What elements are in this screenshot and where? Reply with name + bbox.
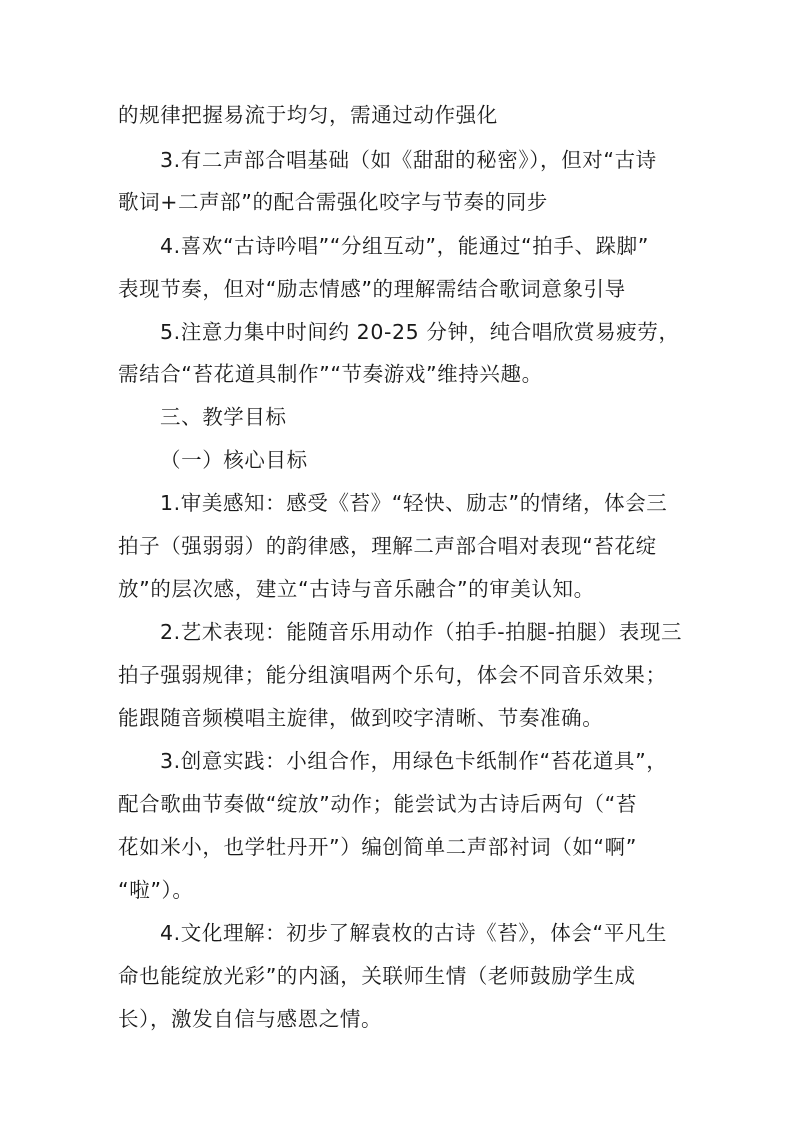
text-line: 花如米小，也学牡丹开”）编创简单二声部衬词（如“啊” — [118, 835, 637, 859]
text-line: 需结合“苔花道具制作”“节奏游戏”维持兴趣。 — [118, 362, 543, 386]
text-line: 表现节奏，但对“励志情感”的理解需结合歌词意象引导 — [118, 277, 626, 301]
text-line: 拍子（强弱弱）的韵律感，理解二声部合唱对表现“苔花绽 — [118, 534, 657, 558]
text-line: “啦”）。 — [118, 878, 194, 902]
text-line: 3.有二声部合唱基础（如《甜甜的秘密》），但对“古诗 — [160, 148, 657, 172]
text-line: 5.注意力集中时间约 20-25 分钟，纯合唱欣赏易疲劳， — [160, 320, 680, 344]
text-line: 1.审美感知：感受《苔》“轻快、励志”的情绪，体会三 — [160, 491, 668, 515]
text-line: 的规律把握易流于均匀，需通过动作强化 — [118, 103, 498, 127]
text-line: 2.艺术表现：能随音乐用动作（拍手-拍腿-拍腿）表现三 — [160, 620, 683, 644]
text-line: 4.文化理解：初步了解袁枚的古诗《苔》，体会“平凡生 — [160, 921, 668, 945]
text-line: 能跟随音频模唱主旋律，做到咬字清晰、节奏准确。 — [118, 706, 604, 730]
text-line: 拍子强弱规律；能分组演唱两个乐句，体会不同音乐效果； — [118, 663, 667, 687]
text-line: 配合歌曲节奏做“绽放”动作；能尝试为古诗后两句（“苔 — [118, 792, 637, 816]
text-line: 歌词+二声部”的配合需强化咬字与节奏的同步 — [118, 190, 548, 214]
text-line: 放”的层次感，建立“古诗与音乐融合”的审美认知。 — [118, 577, 595, 601]
text-line: 长），激发自信与感恩之情。 — [118, 1007, 383, 1031]
section-heading: 三、教学目标 — [160, 405, 287, 429]
text-line: 4.喜欢“古诗吟唱”“分组互动”，能通过“拍手、跺脚” — [160, 234, 649, 258]
text-line: 3.创意实践：小组合作，用绿色卡纸制作“苔花道具”， — [160, 749, 668, 773]
subsection-heading: （一）核心目标 — [160, 448, 308, 472]
text-line: 命也能绽放光彩”的内涵，关联师生情（老师鼓励学生成 — [118, 964, 636, 988]
